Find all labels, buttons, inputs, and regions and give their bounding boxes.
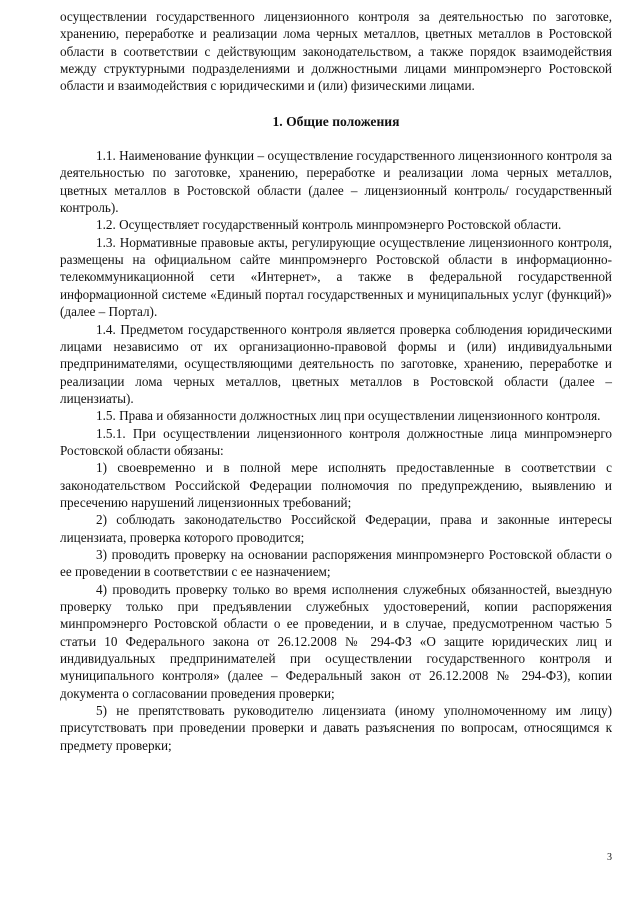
document-page	[60, 8, 612, 754]
list-item-2: 2) соблюдать законодательство Российской Федерации, права и законные интересы лицензиата, проверка которого проводится;	[60, 512, 612, 545]
paragraph-1-1: 1.1. Наименование функции – осуществление государственного лицензионного контроля за деятельностью по заготовке, хранению, переработке и реализации лома черных металлов, цветных металлов в Ростовской области (далее – лицензионный контроль/ государственный контроль).	[60, 148, 612, 216]
paragraph-1-2: 1.2. Осуществляет государственный контроль минпромэнерго Ростовской области.	[96, 217, 562, 233]
list-item-3: 3) проводить проверку на основании распоряжения минпромэнерго Ростовской области о ее проведении в соответствии с ее назначением;	[60, 546, 612, 580]
list-item-1: 1) своевременно и в полной мере исполнять предоставленные в соответствии с законодательством Российской Федерации полномочия по предупреждению, выявлению и пресечению нарушений лицензионных требований;	[60, 460, 612, 510]
list-item-5: 5) не препятствовать руководителю лицензиата (иному уполномоченному им лицу) присутствовать при проведении проверки и давать разъяснения по вопросам, относящимся к предмету проверки;	[60, 703, 612, 753]
intro-paragraph: осуществлении государственного лицензионного контроля за деятельностью по заготовке, хранению, переработке и реализации лома черных металлов, цветных металлов в Ростовской области в соответствии с действующим законодательством, а также порядок взаимодействия между структурными подразделениями и должностными лицами минпромэнерго Ростовской области и взаимодействия с юридическими и (или) физическими лицами.	[60, 9, 612, 94]
paragraph-1-4: 1.4. Предметом государственного контроля является проверка соблюдения юридическими лицами независимо от их организационно-правовой формы и (или) индивидуальными предпринимателями, осуществляющими деятельность по заготовке, хранению, переработке и реализации лома черных металлов, цветных металлов в Ростовской области (далее – лицензиаты).	[60, 321, 612, 406]
paragraph-1-5-1: 1.5.1. При осуществлении лицензионного контроля должностные лица минпромэнерго Ростовской области обязаны:	[60, 425, 612, 458]
list-item-4: 4) проводить проверку только во время исполнения служебных обязанностей, выездную проверку только при предъявлении служебных удостоверений, копии распоряжения минпромэнерго Ростовской области о ее проведении, и в случае, предусмотренном частью 5 статьи 10 Федерального закона от 26.12.2008 № 294-ФЗ «О защите юридических лиц и индивидуальных предпринимателей при осуществлении государственного контроля и муниципального контроля» (далее – Федеральный закон от 26.12.2008 № 294-ФЗ), копии документа о согласовании проведения проверки;	[60, 581, 612, 701]
page-number: 3	[607, 852, 612, 863]
paragraph-1-5: 1.5. Права и обязанности должностных лиц при осуществлении лицензионного контроля.	[96, 408, 601, 424]
paragraph-1-3: 1.3. Нормативные правовые акты, регулирующие осуществление лицензионного контроля, размещены на официальном сайте минпромэнерго Ростовской области в информационно-телекоммуникационной сети «Интернет», а также в федеральной государственной информационной системе «Единый портал государственных и муниципальных услуг (функций)» (далее – Портал).	[60, 234, 612, 320]
section-heading: 1. Общие положения	[272, 113, 400, 129]
